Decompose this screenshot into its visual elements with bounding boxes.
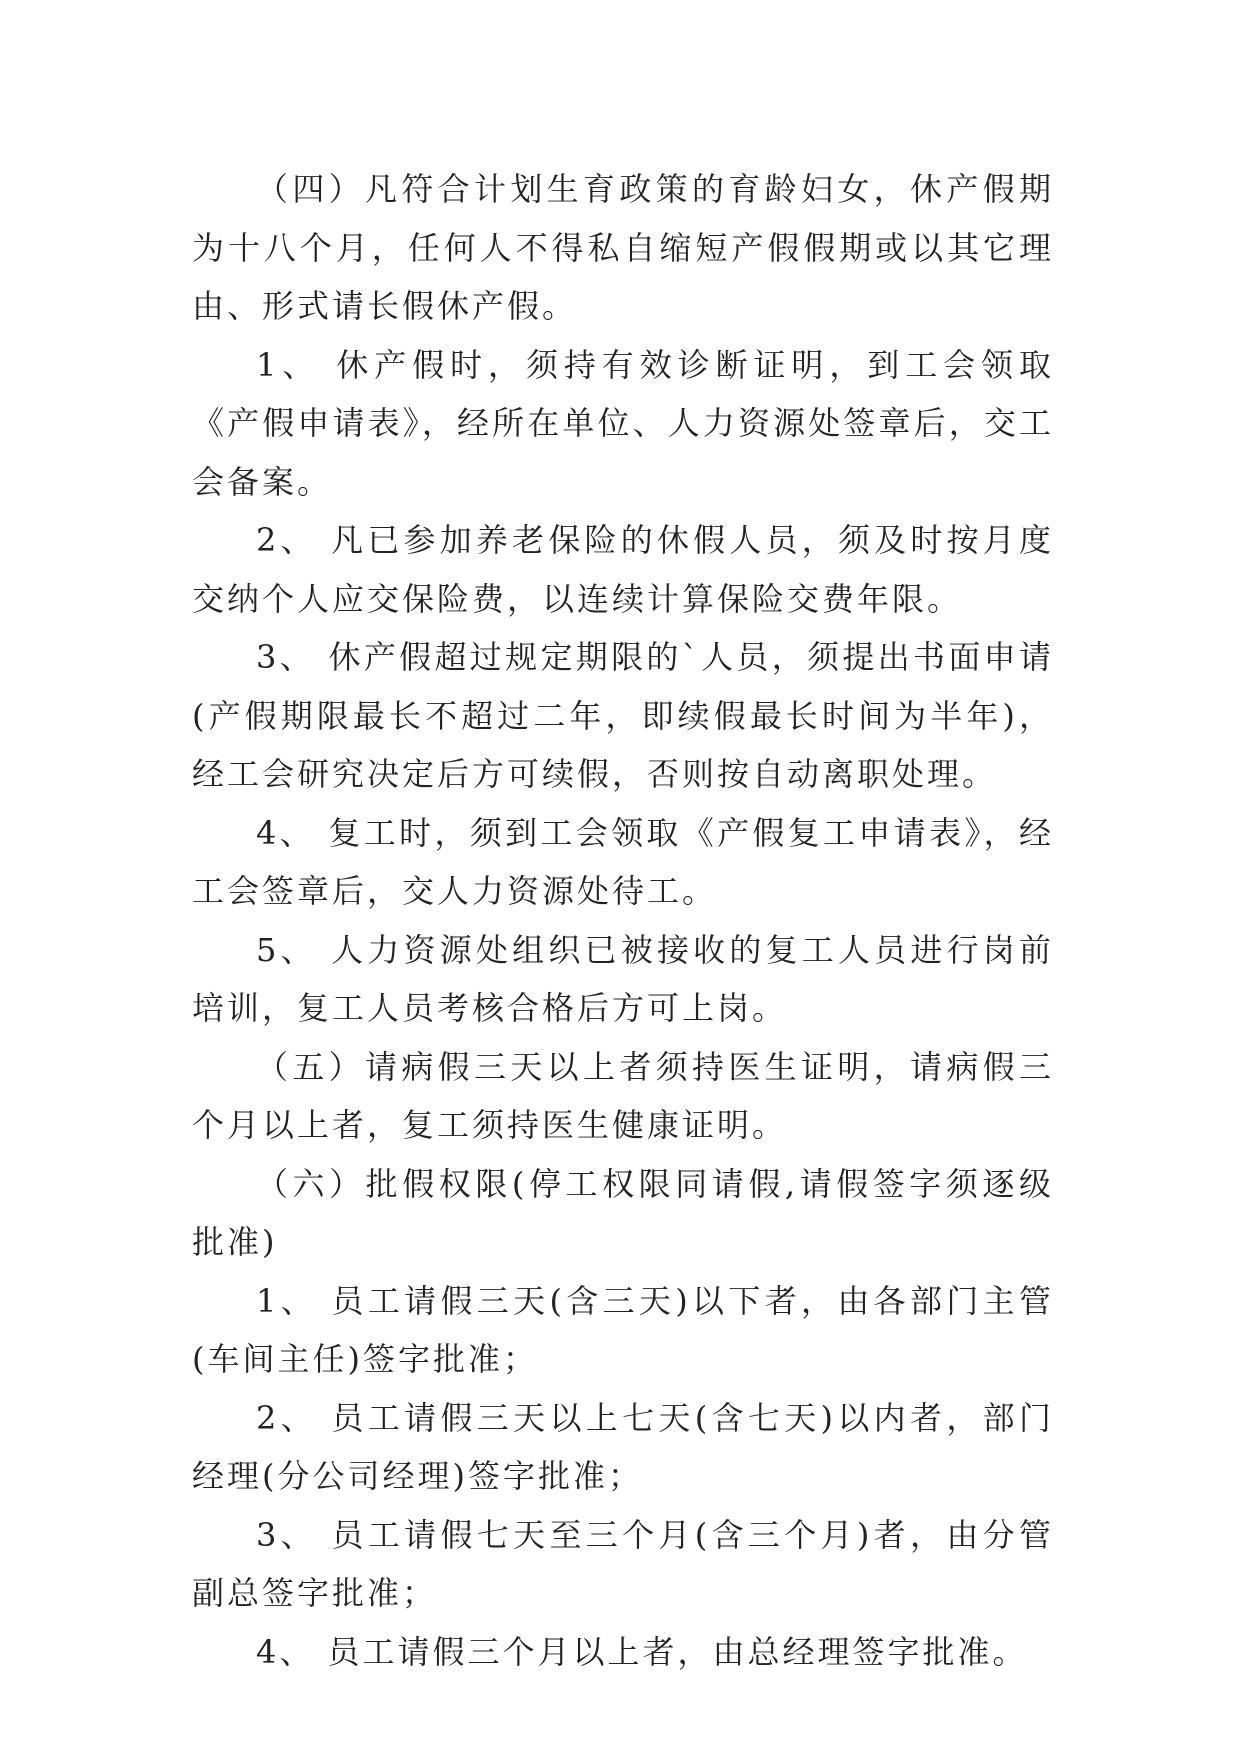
paragraph-item-1: 1、 休产假时，须持有效诊断证明，到工会领取《产假申请表》，经所在单位、人力资源处签章后，交工会备案。: [192, 345, 1054, 501]
paragraph-maternity-leave: （四）凡符合计划生育政策的育龄妇女，休产假期为十八个月，任何人不得私自缩短产假假期或以其它理由、形式请长假休产假。: [192, 170, 1054, 325]
paragraph-sick-leave: （五）请病假三天以上者须持医生证明，请病假三个月以上者，复工须持医生健康证明。: [192, 1047, 1054, 1144]
paragraph-item-4: 4、 复工时，须到工会领取《产假复工申请表》，经工会签章后，交人力资源处待工。: [192, 813, 1054, 910]
paragraph-approval-authority: （六）批假权限(停工权限同请假,请假签字须逐级批准): [192, 1164, 1054, 1261]
paragraph-approval-1: 1、 员工请假三天(含三天)以下者，由各部门主管(车间主任)签字批准；: [192, 1281, 1054, 1378]
paragraph-item-3: 3、 休产假超过规定期限的`人员，须提出书面申请(产假期限最长不超过二年，即续假最长时间为半年)，经工会研究决定后方可续假，否则按自动离职处理。: [192, 638, 1054, 793]
paragraph-approval-4: 4、 员工请假三个月以上者，由总经理签字批准。: [256, 1632, 1028, 1671]
paragraph-item-2: 2、 凡已参加养老保险的休假人员，须及时按月度交纳个人应交保险费，以连续计算保险交费年限。: [192, 521, 1054, 618]
paragraph-item-5: 5、 人力资源处组织已被接收的复工人员进行岗前培训，复工人员考核合格后方可上岗。: [192, 930, 1054, 1027]
paragraph-approval-3: 3、 员工请假七天至三个月(含三个月)者，由分管副总签字批准；: [192, 1515, 1054, 1612]
paragraph-approval-2: 2、 员工请假三天以上七天(含七天)以内者，部门经理(分公司经理)签字批准；: [192, 1398, 1054, 1495]
document-body: [192, 160, 1054, 1681]
